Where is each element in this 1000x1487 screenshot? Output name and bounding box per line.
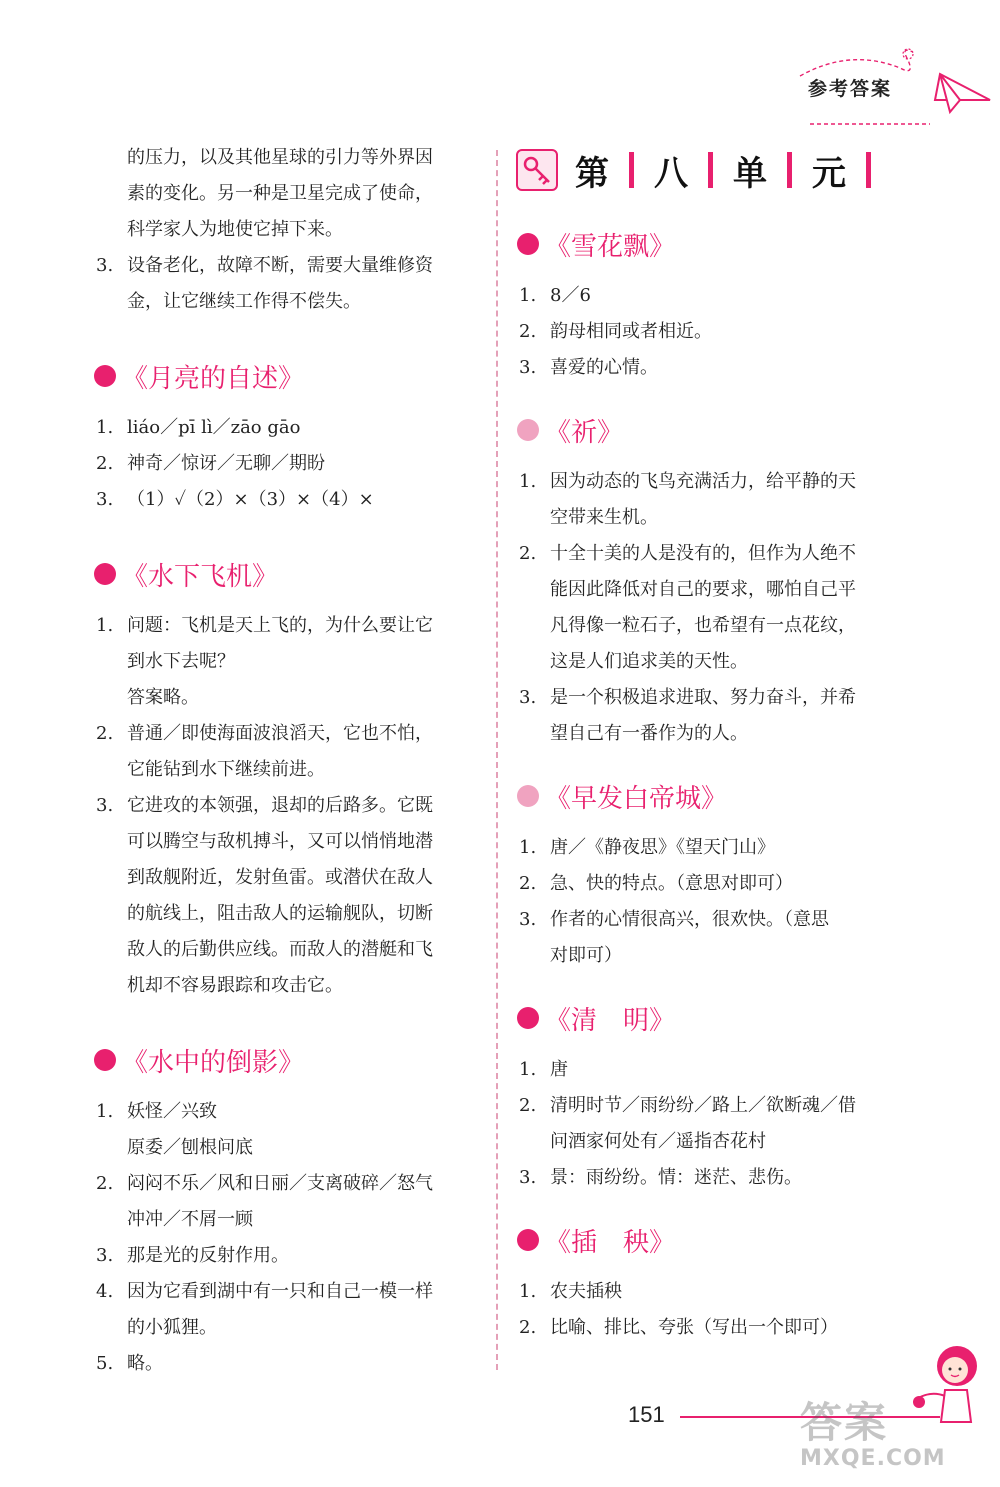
section-title: 《早发白帝城》 bbox=[515, 776, 910, 816]
unit-char: 元 bbox=[812, 153, 846, 194]
answer-item: 2. 神奇／惊讶／无聊／期盼 bbox=[96, 453, 325, 474]
answer-item: 1. 因为动态的飞鸟充满活力，给平静的天 空带来生机。 bbox=[519, 471, 856, 528]
unit-separator bbox=[866, 152, 871, 188]
dot-icon bbox=[94, 365, 116, 387]
right-column bbox=[515, 140, 910, 1346]
answer-item: 3. 喜爱的心情。 bbox=[519, 357, 658, 378]
section-title: 《水下飞机》 bbox=[92, 554, 484, 594]
section-title: 《月亮的自述》 bbox=[92, 356, 484, 396]
answer-item: 2. 清明时节／雨纷纷／路上／欲断魂／借 问酒家何处有／遥指杏花村 bbox=[519, 1095, 856, 1152]
answer-item: 3. 景：雨纷纷。情：迷茫、悲伤。 bbox=[519, 1167, 802, 1188]
answer-item: 3. 那是光的反射作用。 bbox=[96, 1245, 289, 1266]
page-number: 151 bbox=[628, 1402, 665, 1427]
dot-icon bbox=[517, 1229, 539, 1251]
section-title: 《祈》 bbox=[515, 410, 910, 450]
intro-continuation: 的压力，以及其他星球的引力等外界因 素的变化。另一种是卫星完成了使命， 科学家人为地使它掉下来。 3. 设备老化，故障不断，需要大量维修资 金，让它继续工作得不偿失。 bbox=[92, 140, 484, 320]
section-title: 《插 秧》 bbox=[515, 1220, 910, 1260]
answer-item: 1. 问题：飞机是天上飞的，为什么要让它 到水下去呢？ 答案略。 bbox=[96, 615, 433, 708]
answer-item: 2. 闷闷不乐／风和日丽／支离破碎／怒气 冲冲／不屑一顾 bbox=[96, 1173, 433, 1230]
answer-item: 5. 略。 bbox=[96, 1353, 163, 1374]
left-column bbox=[92, 140, 484, 1382]
key-icon bbox=[515, 148, 559, 192]
answer-item: 3. 它进攻的本领强，退却的后路多。它既 可以腾空与敌机搏斗，又可以悄悄地潜 到敌舰附近，发射鱼雷。或潜伏在敌人 的航线上，阻击敌人的运输舰队，切断 敌人的后勤供应线。而敌人的潜艇和飞 机却不容易跟踪和攻击它。 bbox=[96, 795, 433, 996]
answer-item: 3. 设备老化，故障不断，需要大量维修资 金，让它继续工作得不偿失。 bbox=[96, 255, 433, 312]
answer-item: 3. 作者的心情很高兴，很欢快。（意思 对即可） bbox=[519, 909, 829, 966]
section-title: 《水中的倒影》 bbox=[92, 1040, 484, 1080]
unit-heading bbox=[515, 142, 910, 198]
unit-separator bbox=[708, 152, 713, 188]
watermark: 答案 MXQE.COM bbox=[800, 1398, 946, 1471]
dot-icon bbox=[517, 419, 539, 441]
answer-item: 1. 唐 bbox=[519, 1059, 568, 1080]
answer-item: 3. 是一个积极追求进取、努力奋斗，并希 望自己有一番作为的人。 bbox=[519, 687, 856, 744]
answer-item: 1. 8／6 bbox=[519, 285, 591, 306]
answer-item: 1. liáo／pī lì／zāo gāo bbox=[96, 417, 301, 438]
answer-item: 2. 十全十美的人是没有的，但作为人绝不 能因此降低对自己的要求，哪怕自己平 凡得像一粒石子，也希望有一点花纹， 这是人们追求美的天性。 bbox=[519, 543, 856, 672]
dot-icon bbox=[517, 785, 539, 807]
answer-item: 2. 普通／即使海面波浪滔天，它也不怕， 它能钻到水下继续前进。 bbox=[96, 723, 433, 780]
answer-item: 4. 因为它看到湖中有一只和自己一模一样 的小狐狸。 bbox=[96, 1281, 433, 1338]
answer-item: 2. 比喻、排比、夸张（写出一个即可） bbox=[519, 1317, 838, 1338]
unit-char: 第 bbox=[575, 153, 609, 194]
unit-separator bbox=[787, 152, 792, 188]
unit-char: 八 bbox=[654, 153, 688, 194]
unit-separator bbox=[629, 152, 634, 188]
answer-item: 1. 唐／《静夜思》《望天门山》 bbox=[519, 837, 775, 858]
header-label: 参考答案 bbox=[808, 78, 893, 100]
answer-item: 3. （1）✓（2）×（3）×（4）× bbox=[96, 489, 374, 510]
answer-item: 1. 妖怪／兴致 原委／刨根问底 bbox=[96, 1101, 253, 1158]
answer-item: 2. 急、快的特点。（意思对即可） bbox=[519, 873, 793, 894]
dot-icon bbox=[517, 1007, 539, 1029]
section-title: 《雪花飘》 bbox=[515, 224, 910, 264]
dot-icon bbox=[517, 233, 539, 255]
unit-char: 单 bbox=[733, 153, 767, 194]
column-divider bbox=[496, 150, 498, 1370]
section-title: 《清 明》 bbox=[515, 998, 910, 1038]
answer-item: 2. 韵母相同或者相近。 bbox=[519, 321, 712, 342]
answer-item: 1. 农夫插秧 bbox=[519, 1281, 622, 1302]
dot-icon bbox=[94, 563, 116, 585]
dot-icon bbox=[94, 1049, 116, 1071]
